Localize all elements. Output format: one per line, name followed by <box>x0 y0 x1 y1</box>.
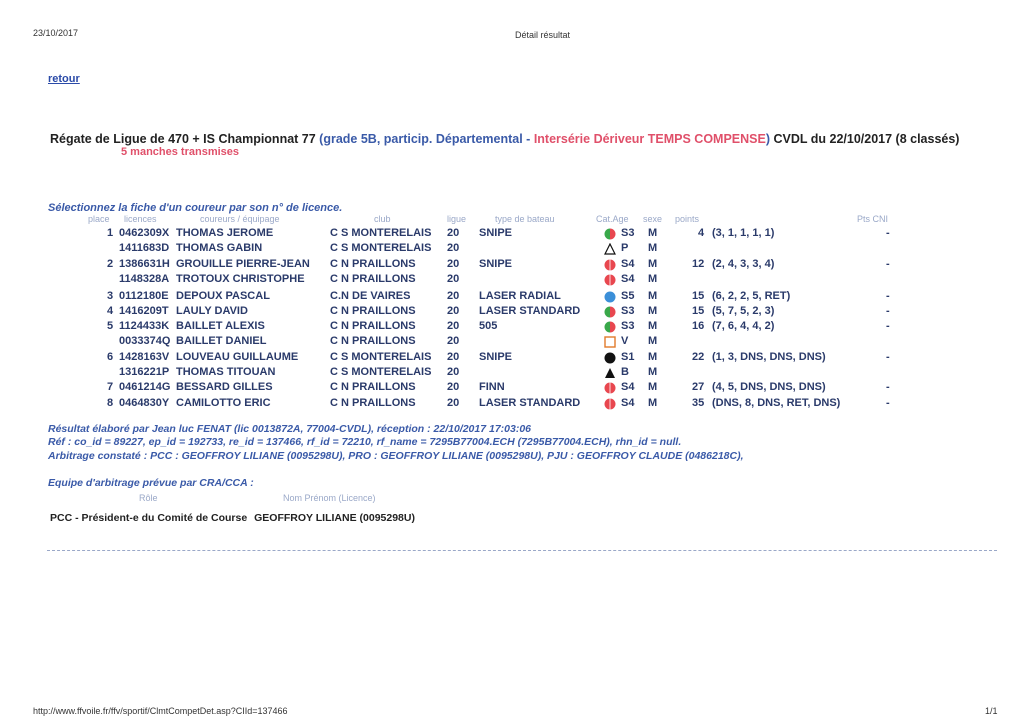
pts-cni: - <box>886 381 890 393</box>
manches-count: 5 manches transmises <box>121 146 240 158</box>
licence-link[interactable]: 1416209T <box>119 305 169 317</box>
pts-cni: - <box>886 397 890 409</box>
coureur-name: GROUILLE PIERRE-JEAN <box>176 258 310 270</box>
cat-age: S5 <box>621 290 635 302</box>
title-grade: (grade 5B, particip. Départemental - <box>319 132 534 146</box>
place: 6 <box>107 351 114 363</box>
bateau: SNIPE <box>479 351 513 363</box>
sexe: M <box>648 305 658 317</box>
coureur-name: THOMAS JEROME <box>176 227 274 239</box>
table-row <box>0 366 1024 381</box>
black-circle-icon <box>604 352 616 364</box>
bateau: 505 <box>479 320 498 332</box>
pts-cni: - <box>886 227 890 239</box>
col-licence: licences <box>124 214 157 224</box>
col-place: place <box>88 214 110 224</box>
cat-age: S4 <box>621 273 635 285</box>
licence-link[interactable]: 1411683D <box>119 242 170 254</box>
table-row <box>0 273 1024 288</box>
coureur-name: THOMAS GABIN <box>176 242 263 254</box>
club: C N PRAILLONS <box>330 381 416 393</box>
orange-square-outline-icon <box>604 336 616 348</box>
club: C N PRAILLONS <box>330 273 416 285</box>
licence-link[interactable]: 1386631H <box>119 258 170 270</box>
red-circle-icon <box>604 398 616 410</box>
title-club-date: CVDL du 22/10/2017 (8 classés) <box>773 132 960 146</box>
sexe: M <box>648 381 658 393</box>
ligue: 20 <box>447 227 460 239</box>
licence-link[interactable]: 1148328A <box>119 273 170 285</box>
red-circle-icon <box>604 259 616 271</box>
licence-link[interactable]: 0462309X <box>119 227 170 239</box>
table-row <box>0 242 1024 257</box>
place: 2 <box>107 258 114 270</box>
cat-age: S3 <box>621 305 635 317</box>
table-row <box>0 381 1024 396</box>
points-total: 27 <box>692 381 705 393</box>
result-author: Résultat élaboré par Jean luc FENAT (lic 0013872A, 77004-CVDL), réception : 22/10/2017 17:03:06 <box>48 423 532 435</box>
retour-link[interactable]: retour <box>48 73 80 85</box>
points-total: 22 <box>692 351 705 363</box>
ligue: 20 <box>447 351 460 363</box>
coureur-name: BESSARD GILLES <box>176 381 273 393</box>
equipe-col-role: Rôle <box>139 493 158 503</box>
cat-age: P <box>621 242 629 254</box>
ligue: 20 <box>447 258 460 270</box>
licence-link[interactable]: 0461214G <box>119 381 171 393</box>
table-row <box>0 290 1024 305</box>
col-sexe: sexe <box>643 214 663 224</box>
ligue: 20 <box>447 381 460 393</box>
coureur-name: THOMAS TITOUAN <box>176 366 276 378</box>
club: C N PRAILLONS <box>330 258 416 270</box>
pts-cni: - <box>886 351 890 363</box>
select-instructions: Sélectionnez la fiche d'un coureur par son n° de licence. <box>48 202 343 214</box>
pts-cni: - <box>886 320 890 332</box>
table-row <box>0 227 1024 242</box>
table-row <box>0 320 1024 335</box>
half-red-green-circle-icon <box>604 228 616 240</box>
cat-age: B <box>621 366 629 378</box>
sexe: M <box>648 290 658 302</box>
title-serie: Intersérie Dériveur TEMPS COMPENSE <box>533 132 766 146</box>
pts-cni: - <box>886 290 890 302</box>
cat-age: S1 <box>621 351 635 363</box>
half-red-green-circle-icon <box>604 321 616 333</box>
points-detail: (7, 6, 4, 4, 2) <box>712 320 775 332</box>
title-paren: ) <box>765 132 774 146</box>
cat-age: S4 <box>621 258 635 270</box>
points-detail: (4, 5, DNS, DNS, DNS) <box>712 381 826 393</box>
sexe: M <box>648 335 658 347</box>
print-title: Détail résultat <box>515 30 571 40</box>
coureur-name: DEPOUX PASCAL <box>176 290 270 302</box>
bateau: LASER STANDARD <box>479 305 581 317</box>
divider <box>47 550 997 551</box>
equipe-col-nom: Nom Prénom (Licence) <box>283 493 376 503</box>
bateau: LASER STANDARD <box>479 397 581 409</box>
club: C N PRAILLONS <box>330 397 416 409</box>
pcc-name: GEOFFROY LILIANE (0095298U) <box>254 512 415 524</box>
cat-age: S3 <box>621 227 635 239</box>
triangle-outline-icon <box>604 243 616 255</box>
points-detail: (3, 1, 1, 1, 1) <box>712 227 775 239</box>
print-date: 23/10/2017 <box>33 28 79 38</box>
ligue: 20 <box>447 397 460 409</box>
place: 4 <box>107 305 114 317</box>
sexe: M <box>648 351 658 363</box>
equipe-heading: Equipe d'arbitrage prévue par CRA/CCA : <box>48 477 254 489</box>
licence-link[interactable]: 0033374Q <box>119 335 171 347</box>
col-points: points <box>675 214 700 224</box>
page-title <box>50 132 959 146</box>
table-row <box>0 335 1024 350</box>
red-circle-icon <box>604 382 616 394</box>
cat-age: S3 <box>621 320 635 332</box>
points-total: 12 <box>692 258 705 270</box>
red-circle-icon <box>604 274 616 286</box>
result-references: Réf : co_id = 89227, ep_id = 192733, re_id = 137466, rf_id = 72210, rf_name = 7295B77004.ECH (7295B77004.ECH), rhn_id = null. <box>48 436 682 448</box>
club: C.N DE VAIRES <box>330 290 411 302</box>
ligue: 20 <box>447 320 460 332</box>
col-cat: Cat.Age <box>596 214 629 224</box>
col-ligue: ligue <box>447 214 467 224</box>
points-total: 35 <box>692 397 705 409</box>
place: 3 <box>107 290 114 302</box>
sexe: M <box>648 242 658 254</box>
ligue: 20 <box>447 273 460 285</box>
sexe: M <box>648 320 658 332</box>
arbitrage-constate: Arbitrage constaté : PCC : GEOFFROY LILIANE (0095298U), PRO : GEOFFROY LILIANE (0095298U), PJU : GEOFFROY CLAUDE (0486218C), <box>48 450 744 462</box>
place: 7 <box>107 381 114 393</box>
points-detail: (2, 4, 3, 3, 4) <box>712 258 775 270</box>
sexe: M <box>648 397 658 409</box>
club: C N PRAILLONS <box>330 320 416 332</box>
points-detail: (1, 3, DNS, DNS, DNS) <box>712 351 826 363</box>
licence-link[interactable]: 0464830Y <box>119 397 170 409</box>
place: 1 <box>107 227 114 239</box>
coureur-name: TROTOUX CHRISTOPHE <box>176 273 305 285</box>
blue-circle-icon <box>604 291 616 303</box>
place: 8 <box>107 397 114 409</box>
licence-link[interactable]: 1316221P <box>119 366 170 378</box>
sexe: M <box>648 273 658 285</box>
licence-link[interactable]: 1124433K <box>119 320 170 332</box>
page-number: 1/1 <box>985 706 998 716</box>
club: C S MONTERELAIS <box>330 351 432 363</box>
half-red-green-circle-icon <box>604 306 616 318</box>
club: C S MONTERELAIS <box>330 227 432 239</box>
club: C S MONTERELAIS <box>330 366 432 378</box>
cat-age: S4 <box>621 381 635 393</box>
points-total: 15 <box>692 305 705 317</box>
black-triangle-icon <box>604 367 616 379</box>
coureur-name: LAULY DAVID <box>176 305 248 317</box>
pcc-role: PCC - Président-e du Comité de Course <box>50 512 248 524</box>
coureur-name: CAMILOTTO ERIC <box>176 397 271 409</box>
table-row <box>0 258 1024 273</box>
licence-link[interactable]: 1428163V <box>119 351 170 363</box>
place: 5 <box>107 320 114 332</box>
pts-cni: - <box>886 258 890 270</box>
points-detail: (5, 7, 5, 2, 3) <box>712 305 775 317</box>
ligue: 20 <box>447 242 460 254</box>
ligue: 20 <box>447 335 460 347</box>
points-total: 15 <box>692 290 705 302</box>
points-detail: (6, 2, 2, 5, RET) <box>712 290 791 302</box>
bateau: SNIPE <box>479 258 513 270</box>
table-row <box>0 397 1024 412</box>
coureur-name: LOUVEAU GUILLAUME <box>176 351 299 363</box>
club: C S MONTERELAIS <box>330 242 432 254</box>
points-total: 16 <box>692 320 705 332</box>
title-main: Régate de Ligue de 470 + IS Championnat 77 <box>50 132 320 146</box>
col-pts-cni: Pts CNI <box>857 214 889 224</box>
sexe: M <box>648 227 658 239</box>
bateau: FINN <box>479 381 505 393</box>
col-coureurs: coureurs / équipage <box>200 214 280 224</box>
cat-age: V <box>621 335 629 347</box>
col-club: club <box>374 214 391 224</box>
sexe: M <box>648 366 658 378</box>
points-total: 4 <box>698 227 705 239</box>
sexe: M <box>648 258 658 270</box>
footer-url: http://www.ffvoile.fr/ffv/sportif/ClmtCompetDet.asp?CIId=137466 <box>33 706 288 716</box>
cat-age: S4 <box>621 397 635 409</box>
bateau: SNIPE <box>479 227 513 239</box>
bateau: LASER RADIAL <box>479 290 561 302</box>
coureur-name: BAILLET ALEXIS <box>176 320 265 332</box>
club: C N PRAILLONS <box>330 335 416 347</box>
ligue: 20 <box>447 366 460 378</box>
ligue: 20 <box>447 305 460 317</box>
club: C N PRAILLONS <box>330 305 416 317</box>
pcc-row <box>50 512 415 524</box>
points-detail: (DNS, 8, DNS, RET, DNS) <box>712 397 841 409</box>
licence-link[interactable]: 0112180E <box>119 290 169 302</box>
ligue: 20 <box>447 290 460 302</box>
pts-cni: - <box>886 305 890 317</box>
table-row <box>0 351 1024 366</box>
table-row <box>0 305 1024 320</box>
coureur-name: BAILLET DANIEL <box>176 335 267 347</box>
col-bateau: type de bateau <box>495 214 555 224</box>
